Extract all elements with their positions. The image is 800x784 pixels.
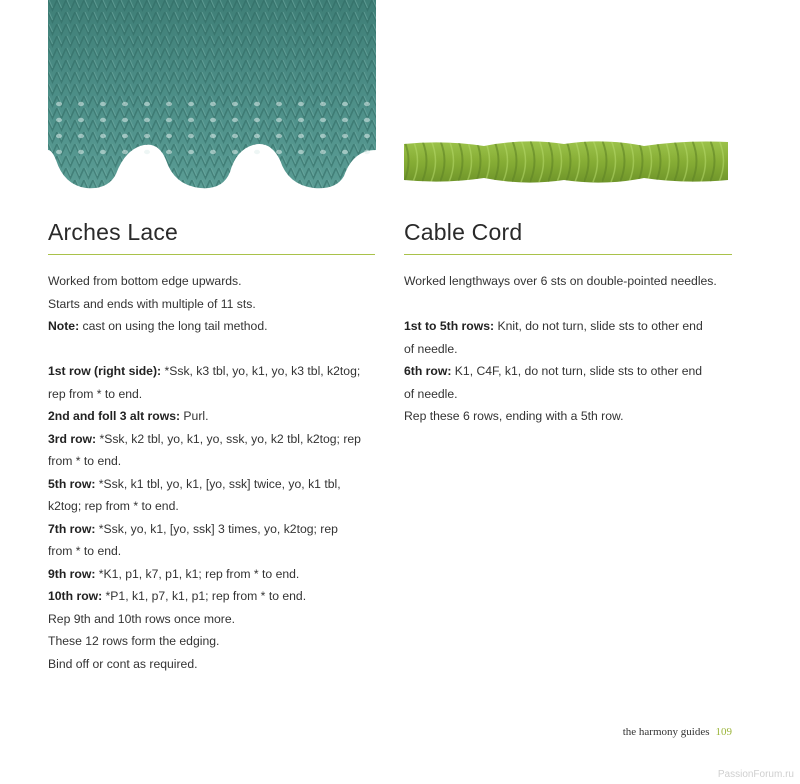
arches-lace-title: Arches Lace [48, 219, 179, 245]
row-line: 2nd and foll 3 alt rows: Purl. [48, 409, 209, 423]
arches-lace-instructions [48, 270, 378, 675]
row-line: 10th row: *P1, k1, p7, k1, p1; rep from * to end. [48, 589, 307, 603]
intro-line: Worked from bottom edge upwards. [48, 274, 242, 288]
arches-lace-swatch-photo [48, 0, 376, 190]
cable-cord-title: Cable Cord [404, 219, 523, 245]
intro-line: Worked lengthways over 6 sts on double-pointed needles. [404, 274, 717, 288]
row-line: of needle. [404, 341, 458, 356]
cable-cord-swatch-image [404, 134, 728, 188]
row-line: 5th row: *Ssk, k1 tbl, yo, k1, [yo, ssk] twice, yo, k1 tbl, [48, 476, 341, 491]
row-line: 6th row: K1, C4F, k1, do not turn, slide sts to other end [404, 364, 703, 378]
row-line: from * to end. [48, 544, 122, 558]
watermark: PassionForum.ru [717, 769, 794, 780]
row-line: 9th row: *K1, p1, k7, p1, k1; rep from * to end. [48, 566, 300, 581]
intro-line: Note: cast on using the long tail method. [48, 319, 268, 333]
row-line: 1st row (right side): *Ssk, k3 tbl, yo, k1, yo, k3 tbl, k2tog; [48, 364, 361, 378]
intro-line: Starts and ends with multiple of 11 sts. [48, 296, 256, 311]
cable-cord-rule [404, 254, 732, 255]
row-line: of needle. [404, 386, 458, 401]
spacer [404, 293, 744, 316]
arches-lace-rule [48, 254, 375, 255]
row-line: Rep 9th and 10th rows once more. [48, 611, 235, 626]
row-line: Rep these 6 rows, ending with a 5th row. [404, 409, 624, 423]
cable-cord-instructions [404, 270, 744, 428]
row-line: Bind off or cont as required. [48, 656, 198, 671]
row-line: 1st to 5th rows: Knit, do not turn, slide sts to other end [404, 319, 703, 333]
row-line: k2tog; rep from * to end. [48, 499, 179, 513]
page-footer [623, 726, 732, 738]
cable-cord-swatch-photo [404, 134, 728, 188]
series-name: the harmony guides [622, 726, 710, 738]
row-line: from * to end. [48, 454, 122, 468]
row-line: These 12 rows form the edging. [48, 634, 220, 648]
spacer [48, 338, 378, 361]
page-number: 109 [715, 726, 732, 738]
row-line: rep from * to end. [48, 386, 143, 401]
arches-lace-swatch-image [48, 0, 376, 190]
row-line: 7th row: *Ssk, yo, k1, [yo, ssk] 3 times, yo, k2tog; rep [48, 521, 338, 536]
row-line: 3rd row: *Ssk, k2 tbl, yo, k1, yo, ssk, yo, k2 tbl, k2tog; rep [48, 431, 361, 446]
